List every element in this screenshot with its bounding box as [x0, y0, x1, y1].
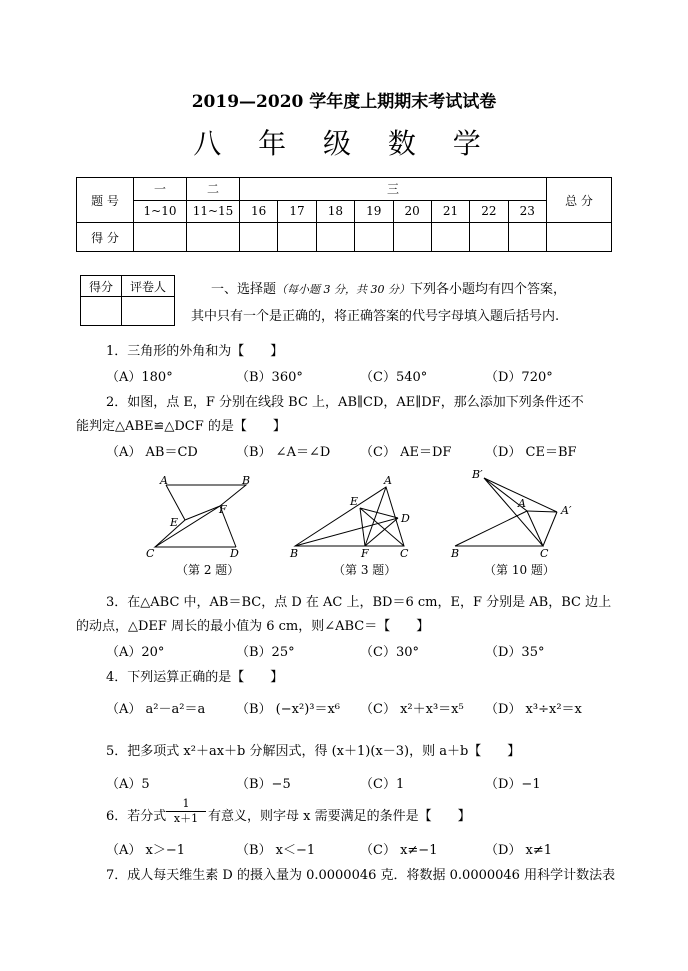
fig2-segment-ef — [185, 506, 220, 520]
total-score-cell[interactable] — [547, 223, 612, 252]
fig3-caption: （第 3 题） — [333, 563, 397, 577]
fig2-label: B — [242, 474, 251, 487]
range-cell: 22 — [470, 200, 508, 223]
score-cell[interactable] — [355, 223, 393, 252]
figures-strip — [0, 460, 688, 585]
range-cell: 11~15 — [187, 200, 240, 223]
fig10-label: A — [518, 497, 526, 510]
fig2-label: D — [230, 547, 239, 560]
range-cell: 18 — [316, 200, 354, 223]
q6-option-d[interactable]: （D） x≠1 — [485, 843, 553, 858]
figure-q10 — [455, 478, 557, 546]
section1-heading — [211, 278, 566, 297]
q6-option-a[interactable]: （A） x＞−1 — [106, 843, 186, 858]
grader-score-label: 得分 — [81, 276, 122, 297]
q1-option-d[interactable]: （D）720° — [485, 370, 553, 385]
score-cell[interactable] — [134, 223, 187, 252]
fig3-label: E — [350, 495, 359, 508]
grader-name-label: 评卷人 — [122, 276, 175, 297]
score-table — [76, 177, 612, 252]
range-cell: 1~10 — [134, 200, 187, 223]
q6-prefix: 6．若分式 — [106, 809, 167, 824]
q1-option-a[interactable]: （A）180° — [106, 370, 173, 385]
fig10-label: B′ — [472, 468, 483, 481]
q5-stem: 5．把多项式 x²＋ax＋b 分解因式，得 (x＋1)(x－3)，则 a＋b【 】 — [106, 744, 521, 759]
fig3-label: A — [384, 474, 392, 487]
grader-box — [80, 275, 175, 326]
q4-stem: 4．下列运算正确的是【 】 — [106, 670, 284, 685]
range-cell: 21 — [431, 200, 469, 223]
fig2-label: F — [219, 503, 227, 516]
question-number-label: 题 号 — [77, 178, 134, 223]
q5-option-d[interactable]: （D）−1 — [485, 777, 541, 792]
q2-line1: 2．如图，点 E，F 分别在线段 BC 上，AB∥CD，AE∥DF，那么添加下列条件还不 — [106, 395, 584, 410]
q3-line2: 的动点，△DEF 周长的最小值为 6 cm，则∠ABC＝【 】 — [76, 619, 430, 634]
figure-q2 — [155, 485, 246, 547]
q6-option-b[interactable]: （B） x＜−1 — [236, 843, 316, 858]
q3-option-d[interactable]: （D）35° — [485, 645, 545, 660]
q6-option-c[interactable]: （C） x≠−1 — [360, 843, 438, 858]
fig10-label: C — [540, 547, 549, 560]
q2-option-a[interactable]: （A） AB＝CD — [106, 445, 198, 460]
q4-option-c[interactable]: （C） x²＋x³＝x⁵ — [360, 702, 464, 717]
fig10-label: A′ — [561, 504, 572, 517]
score-cell[interactable] — [278, 223, 316, 252]
fig10-label: B — [451, 547, 460, 560]
section1-heading-c: 下列各小题均有四个答案， — [410, 282, 567, 297]
score-cell[interactable] — [240, 223, 278, 252]
q4-option-d[interactable]: （D） x³÷x²＝x — [485, 702, 582, 717]
grader-name-cell[interactable] — [122, 297, 175, 326]
q5-option-a[interactable]: （A）5 — [106, 777, 150, 792]
q2-option-c[interactable]: （C） AE＝DF — [360, 445, 452, 460]
q5-option-b[interactable]: （B）−5 — [236, 777, 291, 792]
score-cell[interactable] — [470, 223, 508, 252]
section-one-header: 一 — [134, 178, 187, 201]
q6-suffix: 有意义，则字母 x 需要满足的条件是【 】 — [208, 809, 471, 824]
range-cell: 19 — [355, 200, 393, 223]
section-three-header: 三 — [240, 178, 547, 201]
q2-option-b[interactable]: （B） ∠A＝∠D — [236, 445, 331, 460]
q2-line2: 能判定△ABE≌△DCF 的是【 】 — [76, 419, 286, 434]
fig2-caption: （第 2 题） — [176, 563, 240, 577]
fig10-caption: （第 10 题） — [484, 563, 555, 577]
grader-score-cell[interactable] — [81, 297, 122, 326]
fig3-label: D — [401, 512, 410, 525]
section1-heading-line2: 其中只有一个是正确的，将正确答案的代号字母填入题后括号内. — [191, 309, 560, 324]
range-cell: 23 — [508, 200, 546, 223]
q7-line1: 7．成人每天维生素 D 的摄入量为 0.0000046 克．将数据 0.0000046 用科学计数法表 — [106, 868, 616, 883]
total-score-label: 总 分 — [547, 178, 612, 223]
range-cell: 17 — [278, 200, 316, 223]
q3-option-c[interactable]: （C）30° — [360, 645, 419, 660]
section1-heading-b: （每小题 3 分，共 30 分） — [276, 283, 410, 296]
q3-line1: 3．在△ABC 中，AB＝BC，点 D 在 AC 上，BD＝6 cm，E，F 分别是 AB，BC 边上 — [106, 595, 612, 610]
score-row-label: 得 分 — [77, 223, 134, 252]
q4-option-b[interactable]: （B） (−x²)³＝x⁶ — [236, 702, 341, 717]
exam-title: 2019—2020 学年度上期期末考试试卷 — [191, 92, 497, 112]
fig3-label: C — [400, 547, 409, 560]
q3-option-a[interactable]: （A）20° — [106, 645, 165, 660]
q3-option-b[interactable]: （B）25° — [236, 645, 295, 660]
fig10-outline — [455, 478, 543, 546]
fig2-label: E — [170, 516, 179, 529]
exam-subtitle: 八 年 级 数 学 — [193, 127, 495, 160]
fig2-label: C — [146, 547, 155, 560]
fig3-label: B — [290, 547, 299, 560]
score-cell[interactable] — [316, 223, 354, 252]
fig10-a1c — [543, 512, 557, 546]
score-cell[interactable] — [187, 223, 240, 252]
section-two-header: 二 — [187, 178, 240, 201]
score-cell[interactable] — [393, 223, 431, 252]
range-cell: 16 — [240, 200, 278, 223]
fig3-label: F — [361, 547, 369, 560]
q5-option-c[interactable]: （C）1 — [360, 777, 405, 792]
fig3-bd — [295, 518, 398, 546]
fig2-label: A — [160, 474, 168, 487]
score-cell[interactable] — [508, 223, 546, 252]
fig2-segment-ae — [166, 485, 185, 520]
q2-option-d[interactable]: （D） CE＝BF — [485, 445, 577, 460]
fig10-ba — [455, 511, 527, 546]
q6-fraction-denominator: x＋1 — [166, 811, 206, 826]
score-cell[interactable] — [431, 223, 469, 252]
q4-option-a[interactable]: （A） a²－a²＝a — [106, 702, 206, 717]
q1-stem: 1．三角形的外角和为【 】 — [106, 344, 284, 359]
range-cell: 20 — [393, 200, 431, 223]
section1-heading-a: 一、选择题 — [211, 282, 277, 297]
q6-fraction-numerator: 1 — [182, 797, 190, 810]
fig10-aa1 — [527, 511, 557, 512]
q6-fraction — [166, 797, 206, 826]
q1-option-b[interactable]: （B）360° — [236, 370, 303, 385]
q1-option-c[interactable]: （C）540° — [360, 370, 428, 385]
